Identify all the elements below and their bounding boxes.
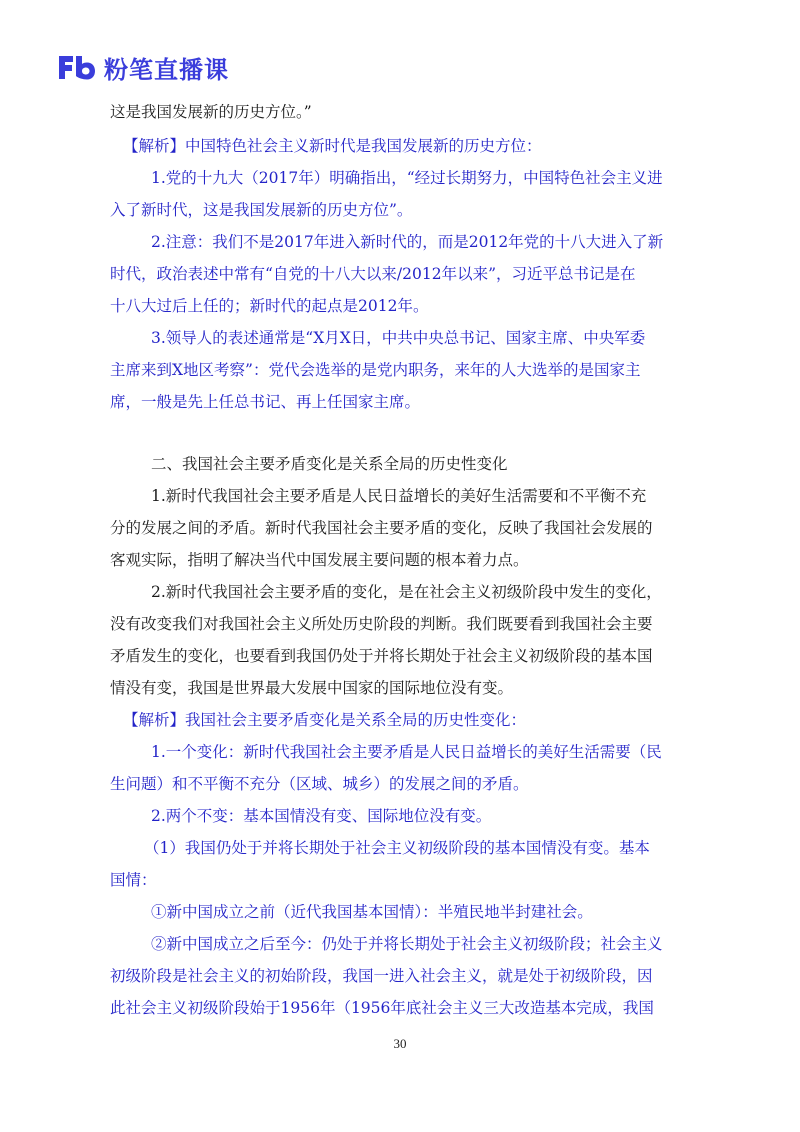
text-line: 主席来到X地区考察”：党代会选举的是党内职务，来年的人大选举的是国家主 (110, 361, 641, 379)
text-line: 【解析】中国特色社会主义新时代是我国发展新的历史方位： (123, 137, 542, 155)
text-line: 情没有变，我国是世界最大发展中国家的国际地位没有变。 (110, 679, 514, 697)
text-line: 2.两个不变：基本国情没有变、国际地位没有变。 (151, 807, 492, 825)
text-line: ②新中国成立之后至今：仍处于并将长期处于社会主义初级阶段；社会主义 (151, 935, 663, 953)
page-number: 30 (393, 1036, 407, 1051)
fenbi-logo-icon (56, 52, 98, 82)
text-line: 2.新时代我国社会主要矛盾的变化，是在社会主义初级阶段中发生的变化， (151, 583, 662, 601)
text-line: 1.新时代我国社会主要矛盾是人民日益增长的美好生活需要和不平衡不充 (151, 487, 647, 505)
text-line: 此社会主义初级阶段始于1956年（1956年底社会主义三大改造基本完成，我国 (110, 999, 654, 1017)
text-line: 没有改变我们对我国社会主义所处历史阶段的判断。我们既要看到我国社会主要 (110, 615, 653, 633)
text-line: 生问题）和不平衡不充分（区域、城乡）的发展之间的矛盾。 (110, 775, 529, 793)
text-line: （1）我国仍处于并将长期处于社会主义初级阶段的基本国情没有变。基本 (144, 839, 650, 857)
text-line: 客观实际，指明了解决当代中国发展主要问题的根本着力点。 (110, 551, 529, 569)
text-line: 2.注意：我们不是2017年进入新时代的，而是2012年党的十八大进入了新 (151, 233, 664, 251)
text-line: 分的发展之间的矛盾。新时代我国社会主要矛盾的变化，反映了我国社会发展的 (110, 519, 653, 537)
text-line: 【解析】我国社会主要矛盾变化是关系全局的历史性变化： (123, 711, 527, 729)
text-line: 二、我国社会主要矛盾变化是关系全局的历史性变化 (151, 455, 508, 473)
text-line: 3.领导人的表述通常是“X月X日，中共中央总书记、国家主席、中央军委 (151, 329, 646, 347)
brand-name: 粉笔直播课 (104, 55, 229, 84)
text-line: 矛盾发生的变化，也要看到我国仍处于并将长期处于社会主义初级阶段的基本国 (110, 647, 653, 665)
text-line: ①新中国成立之前（近代我国基本国情）：半殖民地半封建社会。 (151, 903, 593, 921)
text-line: 初级阶段是社会主义的初始阶段，我国一进入社会主义，就是处于初级阶段，因 (110, 967, 653, 985)
text-line: 这是我国发展新的历史方位。” (110, 103, 312, 121)
text-line: 席，一般是先上任总书记、再上任国家主席。 (110, 393, 421, 411)
text-line: 1.一个变化：新时代我国社会主要矛盾是人民日益增长的美好生活需要（民 (151, 743, 662, 761)
text-line: 入了新时代，这是我国发展新的历史方位”。 (110, 201, 413, 219)
text-line: 国情： (110, 871, 157, 889)
text-line: 1.党的十九大（2017年）明确指出，“经过长期努力，中国特色社会主义进 (151, 169, 663, 187)
text-line: 十八大过后上任的；新时代的起点是2012年。 (110, 297, 429, 315)
brand-logo (56, 50, 229, 84)
text-line: 时代，政治表述中常有“自党的十八大以来/2012年以来”，习近平总书记是在 (110, 265, 636, 283)
